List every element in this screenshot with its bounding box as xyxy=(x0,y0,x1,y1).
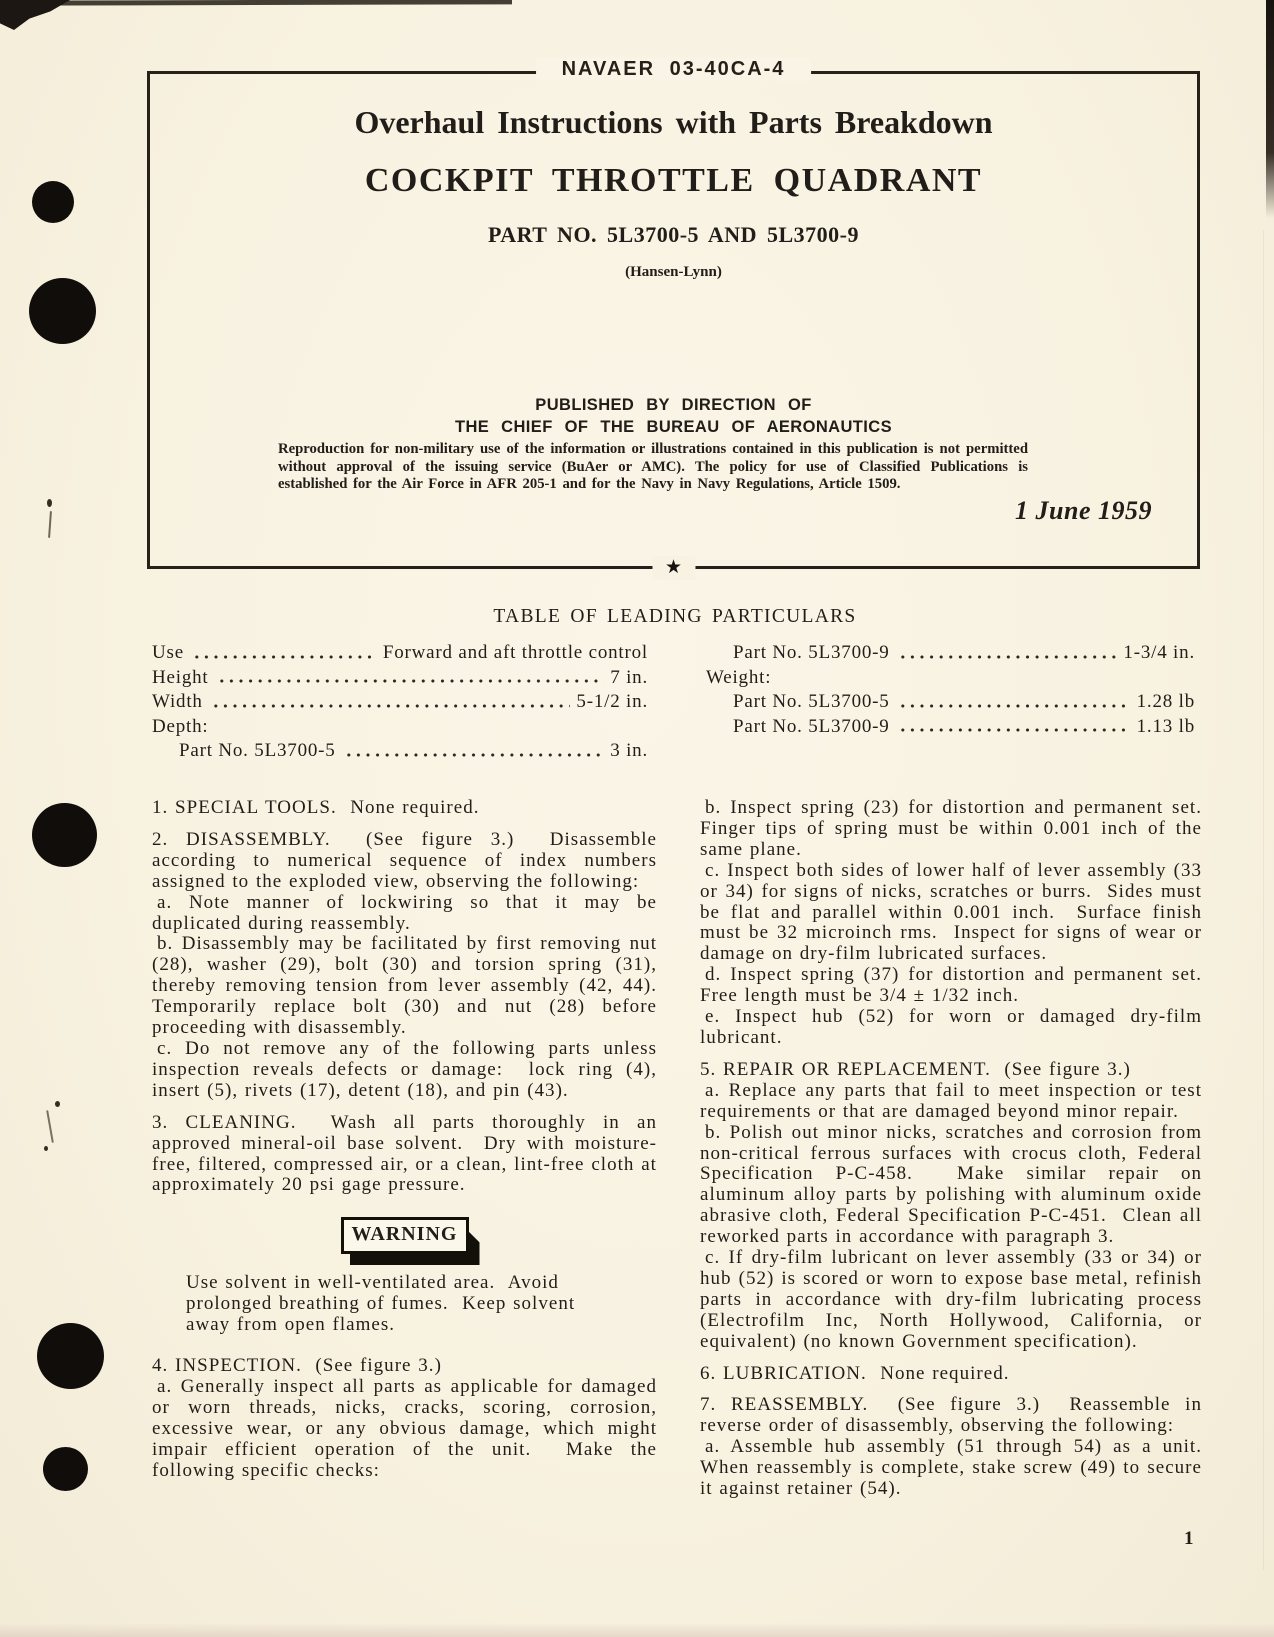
particular-value: 1-3/4 in. xyxy=(1123,642,1195,663)
particular-label: Part No. 5L3700-9 xyxy=(733,715,890,737)
issue-date: 1 June 1959 xyxy=(1015,496,1152,525)
star-icon: ★ xyxy=(652,556,695,580)
particular-label: Part No. 5L3700-5 xyxy=(733,691,890,713)
particulars-row xyxy=(706,641,1195,666)
paragraph-disassembly-c: c. Do not remove any of the following parts unless inspection reveals defects or damage: lock ring (4), insert (5), rivets (17), detent (18), and pin (43). xyxy=(152,1037,664,1101)
paper-crease xyxy=(1263,230,1264,1570)
paragraph-repair: 5. REPAIR OR REPLACEMENT. (See figure 3.) xyxy=(700,1058,1131,1080)
dot-leader xyxy=(896,641,1118,666)
paragraph-disassembly: 2. DISASSEMBLY. (See figure 3.) Disassemble according to numerical sequence of index numbers assigned to the exploded view, observing the following: xyxy=(152,828,664,892)
hole-punch-mark xyxy=(32,181,74,223)
hole-punch-mark xyxy=(32,803,97,867)
dot-leader xyxy=(190,641,377,666)
paragraph-disassembly-b: b. Disassembly may be facilitated by first removing nut (28), washer (29), bolt (30) and torsion spring (31), thereby removing tension from lever assembly (42, 44). Temporarily replace bolt (30) and nut (28) before proceeding with disassembly. xyxy=(152,933,671,1039)
particular-value: Forward and aft throttle control xyxy=(382,642,648,663)
paragraph-repair-b: b. Polish out minor nicks, scratches and corrosion from non-critical ferrous surfaces with crocus cloth, Federal Specification P-C-458. Make similar repair on aluminum alloy parts by polishing with aluminum oxide abrasive cloth, Federal Specification P-C-451. Clean all reworked parts in accordance with paragraph 3. xyxy=(700,1121,1209,1248)
paragraph-disassembly-a: a. Note manner of lockwiring so that it may be duplicated during reassembly. xyxy=(152,891,664,934)
doc-number: NAVAER 03-40CA-4 xyxy=(536,58,812,81)
particular-label: Part No. 5L3700-9 xyxy=(733,642,890,663)
particular-value: 3 in. xyxy=(610,740,648,762)
page-number: 1 xyxy=(1184,1528,1194,1549)
paragraph-inspection-d: d. Inspect spring (37) for distortion and permanent set. Free length must be 3/4 ± 1/32 inch. xyxy=(700,964,1216,1007)
particulars-row xyxy=(152,739,648,764)
body-left-column xyxy=(152,797,671,1481)
ink-mark xyxy=(46,1110,54,1143)
ink-mark xyxy=(55,1101,60,1107)
paragraph-repair-c: c. If dry-film lubricant on lever assembly (33 or 34) or hub (52) is scored or worn to expose base metal, refinish parts in accordance with dry-film lubricating process (Electrofilm Inc, North Hollywood, California, or equivalent) (no known Government specification). xyxy=(700,1247,1209,1352)
paragraph-inspection-b: b. Inspect spring (23) for distortion and permanent set. Finger tips of spring must be within 0.001 inch of the same plane. xyxy=(700,797,1216,860)
published-line-2: THE CHIEF OF THE BUREAU OF AERONAUTICS xyxy=(454,418,892,436)
warning-box xyxy=(341,1217,469,1254)
scan-corner-blob xyxy=(0,0,70,30)
leading-particulars xyxy=(152,606,1198,762)
scan-edge-top xyxy=(0,0,512,6)
reproduction-notice: Reproduction for non-military use of the information or illustrations contained in this publication is not permitted without approval of the issuing service (BuAer or AMC). The policy for use of Classified Publications is established for the Air Force in AFR 205-1 and for the Navy in Navy Regulations, Article 1509. xyxy=(278,441,1028,493)
particular-value: 1.28 lb xyxy=(1136,691,1195,713)
hole-punch-mark xyxy=(37,1323,104,1389)
document-title: Overhaul Instructions with Parts Breakdown xyxy=(354,104,993,140)
paragraph-inspection-c: c. Inspect both sides of lower half of lever assembly (33 or 34) for signs of nicks, scratches or burrs. Sides must be flat and parallel within 0.001 inch. Surface finish must be 32 microinch rms. Inspect for signs of wear or damage on dry-film lubricated surfaces. xyxy=(700,859,1209,965)
paragraph-lubrication: 6. LUBRICATION. None required. xyxy=(700,1362,1010,1384)
warning-label: WARNING xyxy=(341,1217,469,1254)
scan-edge-bottom xyxy=(0,1623,1274,1637)
particular-label: Depth: xyxy=(152,715,209,737)
dot-leader xyxy=(896,715,1131,740)
dot-leader xyxy=(209,690,571,715)
particulars-row xyxy=(706,666,1195,691)
subject-title: COCKPIT THROTTLE QUADRANT xyxy=(364,162,983,199)
particulars-right-column xyxy=(706,641,1195,739)
particulars-row xyxy=(152,666,648,691)
particular-label: Part No. 5L3700-5 xyxy=(179,740,336,762)
paragraph-repair-a: a. Replace any parts that fail to meet inspection or test requirements or that are damaged beyond minor repair. xyxy=(700,1079,1209,1122)
particulars-left-column xyxy=(152,641,648,764)
ink-mark xyxy=(48,511,52,538)
title-box xyxy=(147,58,1200,578)
particular-value: 5-1/2 in. xyxy=(576,691,648,713)
ink-mark xyxy=(44,1146,48,1151)
particular-label: Use xyxy=(152,642,184,663)
paragraph-reassembly-a: a. Assemble hub assembly (51 through 54) as a unit. When reassembly is complete, stake screw (49) to secure it against retainer (54). xyxy=(700,1436,1216,1500)
particular-label: Width xyxy=(152,691,203,713)
scan-edge-right xyxy=(1266,0,1274,218)
paragraph-cleaning: 3. CLEANING. Wash all parts thoroughly in an approved mineral-oil base solvent. Dry with moisture-free, filtered, compressed air, or a clean, lint-free cloth at approximately 20 psi gage pressure. xyxy=(152,1111,664,1196)
particulars-row xyxy=(706,690,1195,715)
paragraph-inspection: 4. INSPECTION. (See figure 3.) xyxy=(152,1355,442,1377)
published-line-1: PUBLISHED BY DIRECTION OF xyxy=(535,396,812,414)
dot-leader xyxy=(215,666,605,691)
particulars-row xyxy=(706,715,1195,740)
particular-value: 1.13 lb xyxy=(1136,715,1195,737)
published-by xyxy=(150,394,1197,438)
part-number-line: PART NO. 5L3700-5 AND 5L3700-9 xyxy=(487,222,860,247)
dot-leader xyxy=(342,739,605,764)
particular-label: Height xyxy=(152,666,209,688)
particular-label: Weight: xyxy=(706,666,772,688)
particulars-row xyxy=(152,715,648,740)
hole-punch-mark xyxy=(43,1447,88,1491)
ink-mark xyxy=(47,499,52,507)
dot-leader xyxy=(896,690,1131,715)
manufacturer: (Hansen-Lynn) xyxy=(625,264,722,280)
hole-punch-mark xyxy=(29,278,96,344)
paragraph-inspection-e: e. Inspect hub (52) for worn or damaged dry-film lubricant. xyxy=(700,1006,1209,1048)
body-right-column xyxy=(700,797,1216,1500)
particular-value: 7 in. xyxy=(610,666,648,688)
warning-text: Use solvent in well-ventilated area. Avoid prolonged breathing of fumes. Keep solvent away from open flames. xyxy=(186,1272,582,1336)
particulars-row xyxy=(152,641,648,666)
particulars-heading: TABLE OF LEADING PARTICULARS xyxy=(493,606,857,627)
paragraph-reassembly: 7. REASSEMBLY. (See figure 3.) Reassemble in reverse order of disassembly, observing the following: xyxy=(700,1394,1209,1437)
paragraph-inspection-a: a. Generally inspect all parts as applicable for damaged or worn threads, nicks, cracks, scoring, corrosion, excessive wear, or any obvious damage, which might impair efficient operation of the unit. Make the following specific checks: xyxy=(152,1375,664,1481)
paragraph-special-tools: 1. SPECIAL TOOLS. None required. xyxy=(152,797,480,818)
particulars-row xyxy=(152,690,648,715)
